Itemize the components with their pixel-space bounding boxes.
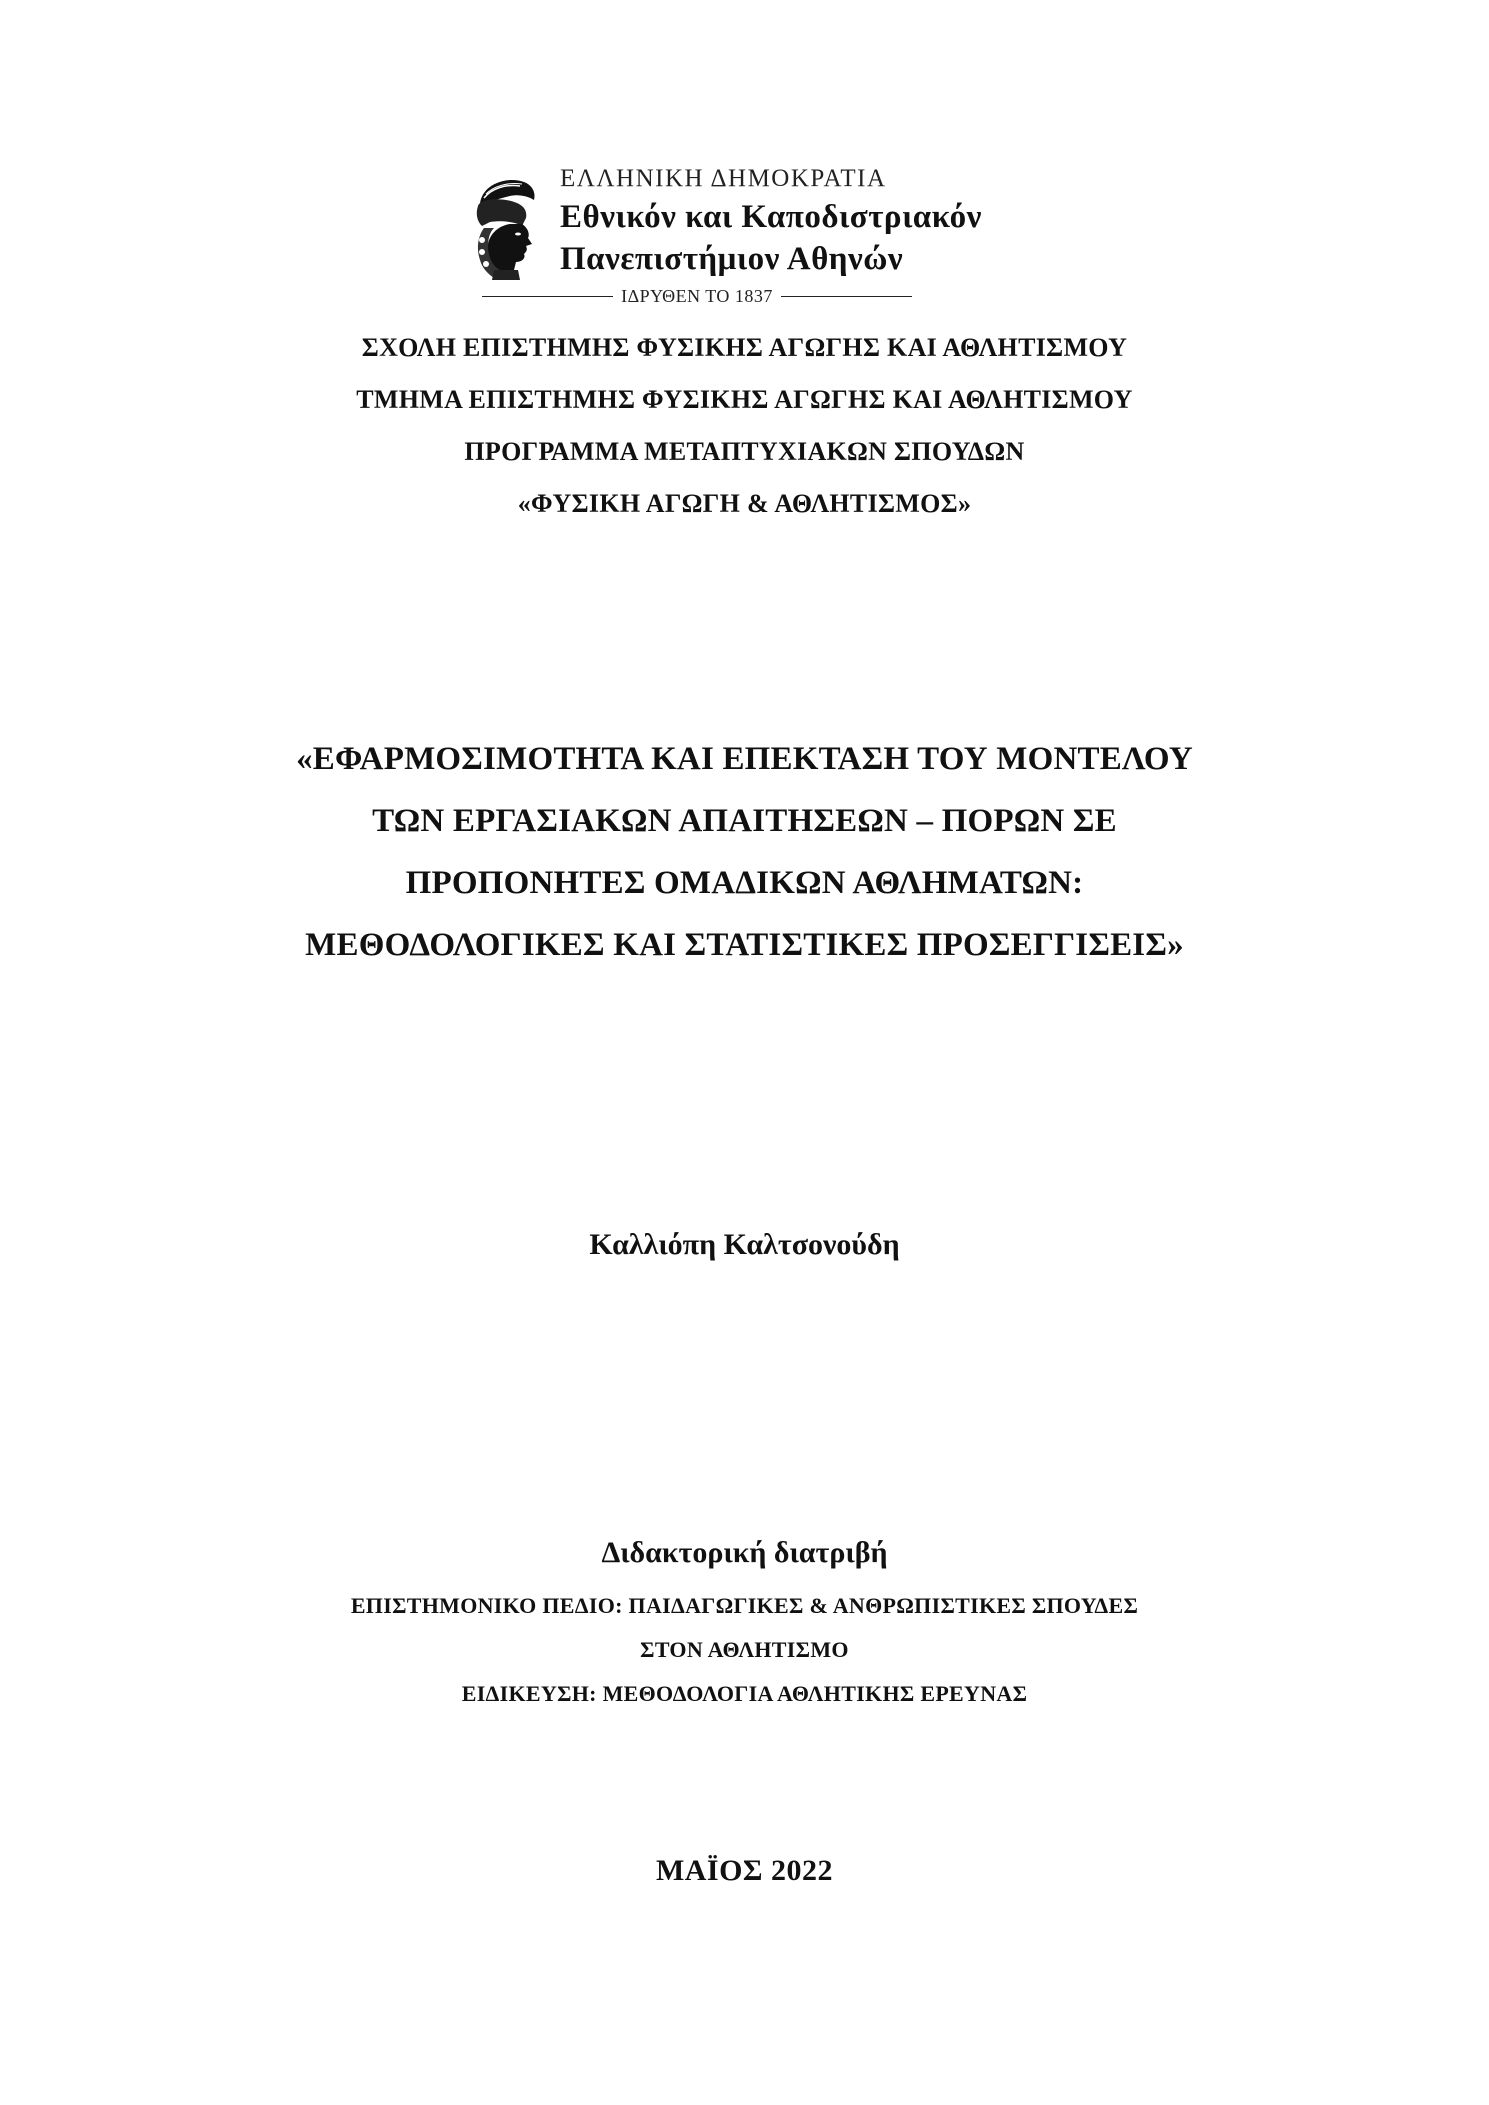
scientific-field-line1: ΕΠΙΣΤΗΜΟΝΙΚΟ ΠΕΔΙΟ: ΠΑΙΔΑΓΩΓΙΚΕΣ & ΑΝΘΡΩΠΙΣΤΙΚΕΣ ΣΠΟΥΔΕΣ — [350, 1593, 1139, 1618]
title-line-1: «ΕΦΑΡΜΟΣΙΜΟΤΗΤΑ ΚΑΙ ΕΠΕΚΤΑΣΗ ΤΟΥ ΜΟΝΤΕΛΟΥ — [296, 741, 1193, 777]
publication-date: ΜΑΪΟΣ 2022 — [655, 1854, 834, 1887]
department-name: ΤΜΗΜΑ ΕΠΙΣΤΗΜΗΣ ΦΥΣΙΚΗΣ ΑΓΩΓΗΣ ΚΑΙ ΑΘΛΗΤΙΣΜΟΥ — [356, 385, 1133, 414]
university-name-line1: Εθνικόν και Καποδιστριακόν — [560, 199, 982, 235]
republic-label: ΕΛΛΗΝΙΚΗ ΔΗΜΟΚΡΑΤΙΑ — [560, 165, 887, 192]
thesis-type: Διδακτορική διατριβή — [601, 1536, 888, 1569]
title-line-2: ΤΩΝ ΕΡΓΑΣΙΑΚΩΝ ΑΠΑΙΤΗΣΕΩΝ – ΠΟΡΩΝ ΣΕ — [372, 803, 1117, 839]
founded-text: ΙΔΡΥΘΕΝ ΤΟ 1837 — [621, 286, 773, 306]
author-name: Καλλιόπη Καλτσονούδη — [589, 1228, 900, 1261]
title-line-4: ΜΕΘΟΔΟΛΟΓΙΚΕΣ ΚΑΙ ΣΤΑΤΙΣΤΙΚΕΣ ΠΡΟΣΕΓΓΙΣΕΙΣ» — [305, 927, 1184, 963]
founded-label — [482, 286, 912, 307]
founded-rule-left — [482, 296, 613, 297]
university-logo — [462, 162, 982, 322]
athena-head-emblem-icon — [462, 174, 546, 282]
founded-rule-right — [781, 296, 912, 297]
program-name: «ΦΥΣΙΚΗ ΑΓΩΓΗ & ΑΘΛΗΤΙΣΜΟΣ» — [517, 489, 972, 518]
thesis-info — [0, 1536, 1489, 1570]
thesis-field-block — [0, 1584, 1489, 1716]
date-block — [0, 1854, 1489, 1888]
program-label: ΠΡΟΓΡΑΜΜΑ ΜΕΤΑΠΤΥΧΙΑΚΩΝ ΣΠΟΥΔΩΝ — [464, 437, 1025, 466]
scientific-field-line2: ΣΤΟΝ ΑΘΛΗΤΙΣΜΟ — [640, 1637, 849, 1662]
university-name-line2: Πανεπιστήμιον Αθηνών — [560, 241, 904, 277]
author-block — [0, 1228, 1489, 1262]
institution-header — [0, 322, 1489, 530]
title-line-3: ΠΡΟΠΟΝΗΤΕΣ ΟΜΑΔΙΚΩΝ ΑΘΛΗΜΑΤΩΝ: — [405, 865, 1084, 901]
university-name-block — [560, 162, 982, 280]
school-name: ΣΧΟΛΗ ΕΠΙΣΤΗΜΗΣ ΦΥΣΙΚΗΣ ΑΓΩΓΗΣ ΚΑΙ ΑΘΛΗΤΙΣΜΟΥ — [361, 333, 1128, 362]
thesis-title — [0, 728, 1489, 976]
specialization: ΕΙΔΙΚΕΥΣΗ: ΜΕΘΟΔΟΛΟΓΙΑ ΑΘΛΗΤΙΚΗΣ ΕΡΕΥΝΑΣ — [461, 1681, 1028, 1706]
